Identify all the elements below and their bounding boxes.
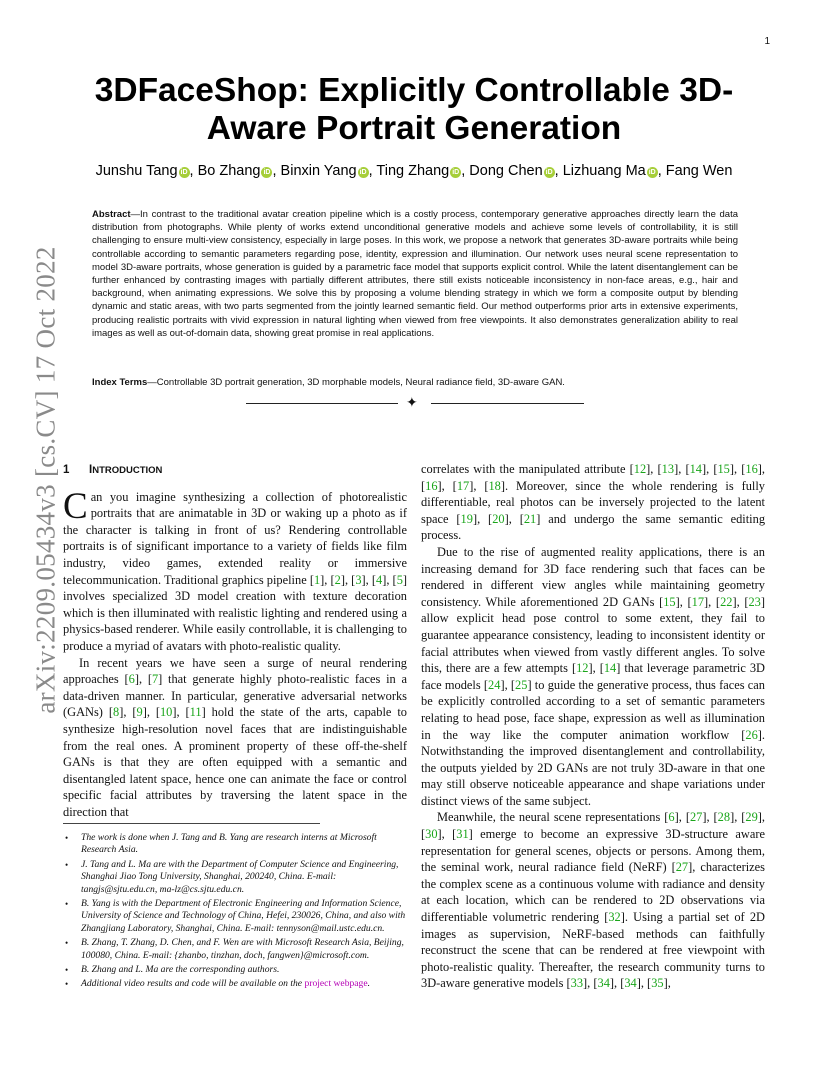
citation-link[interactable]: 30 bbox=[425, 827, 438, 842]
section-title-initial: I bbox=[89, 464, 93, 476]
section-heading bbox=[63, 462, 407, 480]
paragraph-text: an you imagine synthesizing a collection of photorealistic portraits that are animatable in 3D or waking up a photo as if the character is talking in front of us? Rendering controllable portraits is of significant importance to a variety of fields like film industry, video games, extended reality or immersive telecommunication. Traditional graphics pipeline [1], [2], [3], [4], [5] involves specialized 3D model creation with texture decoration which is then illuminated with realistic lighting and rendered using a physics-based renderer. While easily controllable, it is challenging to produce a myriad of avatars with photo-realistic quality. bbox=[63, 489, 408, 653]
citation-link[interactable]: 28 bbox=[717, 810, 731, 825]
footnote-item: • The work is done when J. Tang and B. Yang are research interns at Microsoft Research Asia. bbox=[63, 832, 407, 857]
intro-paragraph-2 bbox=[63, 655, 407, 821]
citation-link[interactable]: 27 bbox=[689, 810, 703, 825]
orcid-icon[interactable]: iD bbox=[263, 169, 271, 176]
paragraph-text: correlates with the manipulated attribute [12], [13], [14], [15], [16], [16], [17], [18]. Moreover, since the whole rendering is fully differentiable, real photos can be inversely projected to the latent space [19], [20], [21] and undergo the same semantic editing process. bbox=[421, 462, 766, 543]
section-separator bbox=[246, 396, 584, 412]
diamond-icon: ✦ bbox=[406, 395, 418, 411]
citation-link[interactable]: 11 bbox=[189, 705, 202, 720]
citation-link[interactable]: 17 bbox=[691, 594, 705, 609]
citation-link[interactable]: 16 bbox=[425, 478, 438, 493]
orcid-icon[interactable]: iD bbox=[545, 169, 553, 176]
citation-link[interactable]: 5 bbox=[396, 572, 403, 587]
section-number: 1 bbox=[63, 464, 70, 476]
paragraph-text: Due to the rise of augmented reality applications, there is an increasing demand for 3D face rendering such that faces can be rendered in different view angles while maintaining geometry consistency. While aforementioned 2D GANs [15], [17], [22], [23] allow explicit head pose control to some extent, they fail to guarantee appearance consistency, leading to inconsistent identity or facial attributes when viewed from vastly different angles. To solve this, there are a few attempts [12], [14] that leverage parametric 3D face models [24], [25] to guide the generative process, thus faces can be explicitly controlled according to a set of semantic parameters relating to head pose, face shape, expression as well as illumination in the way like the computer animation workflow [26]. Notwithstanding the improved disentanglement and controllability, the outputs yielded by 2D GANs are not truly 3D-aware in that one may still observe noticeable appearance and shape variations under distinct views of the same subject. bbox=[421, 544, 766, 808]
citation-link[interactable]: 14 bbox=[603, 661, 617, 676]
citation-link[interactable]: 29 bbox=[745, 810, 758, 825]
citation-link[interactable]: 34 bbox=[597, 976, 610, 991]
citation-link[interactable]: 6 bbox=[668, 810, 675, 825]
citation-link[interactable]: 20 bbox=[492, 511, 505, 526]
author-name: Bo Zhang bbox=[197, 163, 261, 179]
intro-paragraph-1 bbox=[63, 485, 408, 655]
citation-link[interactable]: 6 bbox=[128, 672, 135, 687]
citation-link[interactable]: 33 bbox=[570, 976, 584, 991]
orcid-icon[interactable]: iD bbox=[648, 169, 656, 176]
citation-link[interactable]: 7 bbox=[151, 672, 159, 687]
separator-line-right bbox=[431, 403, 584, 404]
citation-link[interactable]: 12 bbox=[576, 661, 589, 676]
author-name: Ting Zhang bbox=[376, 163, 450, 179]
citation-link[interactable]: 26 bbox=[745, 727, 758, 742]
right-column bbox=[421, 461, 765, 992]
citation-link[interactable]: 8 bbox=[112, 705, 120, 720]
author-name: Fang Wen bbox=[665, 163, 733, 179]
drop-cap: C bbox=[63, 485, 88, 527]
citation-link[interactable]: 10 bbox=[159, 705, 173, 720]
citation-link[interactable]: 24 bbox=[488, 677, 501, 692]
right-paragraph-3 bbox=[421, 809, 765, 992]
author-name: Binxin Yang bbox=[280, 163, 357, 179]
citation-link[interactable]: 21 bbox=[523, 511, 537, 526]
citation-link[interactable]: 27 bbox=[675, 860, 689, 875]
citation-link[interactable]: 13 bbox=[661, 462, 675, 476]
citation-link[interactable]: 12 bbox=[633, 462, 647, 476]
citation-link[interactable]: 15 bbox=[717, 462, 730, 476]
footnote-end: . bbox=[367, 978, 371, 990]
citation-link[interactable]: 15 bbox=[663, 594, 676, 609]
footnote-item bbox=[63, 978, 407, 990]
citation-link[interactable]: 14 bbox=[689, 462, 702, 476]
citation-link[interactable]: 2 bbox=[334, 572, 341, 587]
orcid-icon[interactable]: iD bbox=[452, 169, 460, 176]
citation-link[interactable]: 35 bbox=[651, 976, 664, 991]
paragraph-text: Meanwhile, the neural scene representations [6], [27], [28], [29], [30], [31] emerge to become an expressive 3D-structure aware representation for general scenes, objects or persons. Among them, the seminal work, neural radiance field (NeRF) [27], characterizes the complex scene as a continuous volume with radiance and density at each location, which can be rendered to 2D observations via differentiable volumetric rendering [32]. Using a partial set of 2D images as supervision, NeRF-based methods can faithfully reconstruct the scene that can be rendered at free viewpoint with photo-realistic quality. Thereafter, the research community turns to 3D-aware generative models [33], [34], [34], [35], bbox=[421, 810, 766, 991]
footnote-item: • B. Yang is with the Department of Electronic Engineering and Information Science, University of Science and Technology of China, Hefei, 230026, China, and also with Zhangjiang Laboratory, Shanghai, China. E-mail: tennyson@mail.ustc.edu.cn. bbox=[63, 898, 407, 935]
separator-line-left bbox=[246, 403, 398, 404]
left-column bbox=[63, 461, 407, 820]
citation-link[interactable]: 3 bbox=[355, 572, 362, 587]
citation-link[interactable]: 31 bbox=[456, 827, 469, 842]
footnotes bbox=[63, 832, 407, 993]
right-paragraph-2 bbox=[421, 544, 765, 810]
paper-title: 3DFaceShop: Explicitly Controllable 3D-Aware Portrait Generation bbox=[94, 72, 734, 147]
index-terms bbox=[92, 376, 738, 389]
citation-link[interactable]: 9 bbox=[136, 705, 143, 720]
footnote-item: • B. Zhang, T. Zhang, D. Chen, and F. Wen are with Microsoft Research Asia, Beijing, 100080, China. E-mail: {zhanbo, tinzhan, doch, fangwen}@microsoft.com. bbox=[63, 937, 407, 962]
footnote-item: • J. Tang and L. Ma are with the Department of Computer Science and Engineering, Shanghai Jiao Tong University, Shanghai, 200240, China. E-mail: tangjs@sjtu.edu.cn, ma-lz@cs.sjtu.edu.cn. bbox=[63, 859, 407, 896]
citation-link[interactable]: 23 bbox=[748, 594, 761, 609]
abstract bbox=[92, 208, 738, 340]
citation-link[interactable]: 34 bbox=[624, 976, 637, 991]
index-terms-text: —Controllable 3D portrait generation, 3D morphable models, Neural radiance field, 3D-aware GAN. bbox=[147, 377, 565, 388]
citation-link[interactable]: 22 bbox=[720, 594, 733, 609]
author-name: Dong Chen bbox=[469, 163, 543, 179]
section-title-rest: NTRODUCTION bbox=[92, 465, 163, 476]
footnote-item: • B. Zhang and L. Ma are the corresponding authors. bbox=[63, 964, 407, 976]
footnote-rule bbox=[63, 823, 320, 824]
abstract-label: Abstract bbox=[92, 209, 131, 220]
citation-link[interactable]: 25 bbox=[515, 677, 528, 692]
index-terms-label: Index Terms bbox=[92, 377, 148, 388]
orcid-icon[interactable]: iD bbox=[180, 169, 188, 176]
project-webpage-link[interactable]: project webpage bbox=[304, 978, 368, 990]
right-paragraph-1 bbox=[421, 461, 765, 544]
author-list: Junshu Tang iD , Bo Zhang iD , Binxin Yang iD , Ting Zhang iD , Dong Chen iD , Lizhuang Ma iD , Fang Wen bbox=[95, 163, 733, 179]
citation-link[interactable]: 17 bbox=[456, 478, 470, 493]
page-number: 1 bbox=[764, 36, 770, 47]
citation-link[interactable]: 1 bbox=[313, 572, 321, 587]
arxiv-identifier[interactable]: arXiv:2209.05434v3 [cs.CV] 17 Oct 2022 bbox=[30, 246, 61, 714]
author-name: Junshu Tang bbox=[95, 163, 178, 179]
abstract-text: —In contrast to the traditional avatar creation pipeline which is a costly process, contemporary generative approaches directly learn the data distribution from photographs. While plenty of works extend unconditional generative models and achieve some levels of controllability, it is still challenging to ensure multi-view consistency, especially in large poses. In this work, we propose a network that generates 3D-aware portraits while being controllable according to semantic parameters regarding pose, identity, expression and illumination. Our network uses neural scene representation to model 3D-aware portraits, whose generation is guided by a parametric face model that supports explicit control. While the latent disentanglement can be further enhanced by contrasting images with partially different attributes, there still exists noticeable inconsistency in non-face areas, e.g., hair and background, when animating expressions. We solve this by proposing a volume blending strategy in which we form a composite output by blending dynamic and static areas, with two parts segmented from the jointly learned semantic field. Our method outperforms prior arts in extensive experiments, producing realistic portraits with vivid expression in natural lighting when viewed from free viewpoints. It also demonstrates generalization ability to real images as well as out-of-domain data, showing great promise in real applications. bbox=[92, 209, 738, 339]
paragraph-text: In recent years we have seen a surge of neural rendering approaches [6], [7] that generate highly photo-realistic faces in a data-driven manner. In particular, generative adversarial networks (GANs) [8], [9], [10], [11] hold the state of the arts, capable to synthesize high-resolution novel faces that are indistinguishable from the real ones. A prominent property of these off-the-shelf GANs is that they are often equipped with a semantic and disentangled latent space, hence one can animate the face or control specific facial attributes by traversing the latent space in the direction that bbox=[63, 655, 408, 819]
citation-link[interactable]: 4 bbox=[376, 572, 383, 587]
orcid-icon[interactable]: iD bbox=[359, 169, 367, 176]
citation-link[interactable]: 16 bbox=[745, 462, 758, 476]
citation-link[interactable]: 18 bbox=[488, 478, 501, 493]
citation-link[interactable]: 32 bbox=[608, 910, 621, 925]
citation-link[interactable]: 19 bbox=[460, 511, 473, 526]
footnote-text: Additional video results and code will be available on the bbox=[81, 978, 305, 990]
author-name: Lizhuang Ma bbox=[562, 163, 646, 179]
